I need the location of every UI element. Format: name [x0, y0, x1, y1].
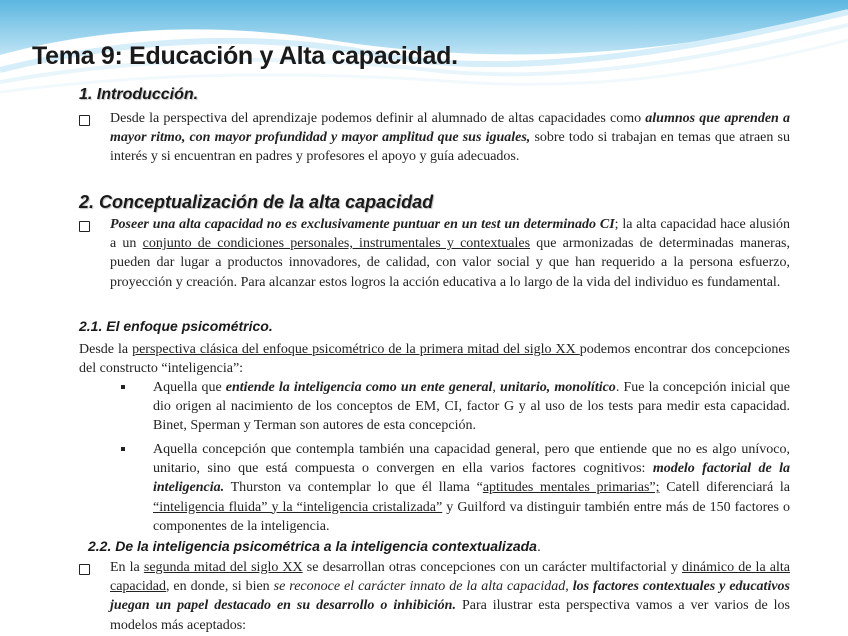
section-heading-conceptualizacion: 2. Conceptualización de la alta capacidad: [79, 192, 434, 212]
list-bullet-icon: [121, 385, 125, 389]
subsection-heading-enfoque: 2.1. El enfoque psicométrico.: [79, 318, 273, 334]
list-bullet-icon: [121, 447, 125, 451]
checkbox-bullet-icon: [79, 115, 90, 126]
subsection-heading-inteligencia-contextualizada: 2.2. De la inteligencia psicométrica a la inteligencia contextualizada.: [88, 538, 541, 554]
enfoque-paragraph: Desde la perspectiva clásica del enfoque psicométrico de la primera mitad del siglo XX podemos encontrar dos concepciones del constructo “inteligencia”:: [79, 342, 790, 377]
conceptualizacion-paragraph: Poseer una alta capacidad no es exclusivamente puntuar en un test un determinado CI; la alta capacidad hace alusión a un conjunto de condiciones personales, instrumentales y contextuales que armonizadas de determinadas maneras, pueden dar lugar a productos innovadores, de calidad, con valor social y que han requerido a la persona esfuerzo, proyección y creación. Para alcanzar estos logros la acción educativa a lo largo de la vida del individuo es fundamental.: [110, 217, 791, 290]
list-item-modelo-factorial: Aquella concepción que contempla también una capacidad general, pero que entiende que no es algo unívoco, unitario, sino que está compuesta o convergen en ella varios factores cognitivos: modelo factorial de la inteligencia. Thurston va contemplar lo que él llama “aptitudes mentales primarias”; Catell diferenciará la “inteligencia fluida” y la “inteligencia cristalizada” y Guilford va distinguir también entre más de 150 factores o componentes de la inteligencia.: [153, 442, 790, 534]
checkbox-bullet-icon: [79, 564, 90, 575]
page-title: Tema 9: Educación y Alta capacidad.: [32, 42, 458, 70]
checkbox-bullet-icon: [79, 221, 90, 232]
section-heading-introduccion: 1. Introducción.: [79, 86, 199, 103]
contextualizada-paragraph: En la segunda mitad del siglo XX se desarrollan otras concepciones con un carácter multifactorial y dinámico de la alta capacidad, en donde, si bien se reconoce el carácter innato de la alta capacidad, los factores contextuales y educativos juegan un papel destacado en su desarrollo o inhibición. Para ilustrar esta perspectiva vamos a ver varios de los modelos más aceptados:: [110, 560, 791, 633]
intro-paragraph: Desde la perspectiva del aprendizaje podemos definir al alumnado de altas capacidades como alumnos que aprenden a mayor ritmo, con mayor profundidad y mayor amplitud que sus iguales, sobre todo si trabajan en temas que atraen su interés y si encuentran en padres y profesores el apoyo y guía adecuados.: [110, 111, 791, 165]
list-item-inteligencia-general: Aquella que entiende la inteligencia como un ente general, unitario, monolítico. Fue la concepción inicial que dio origen al nacimiento de los conceptos de EM, CI, factor G y al uso de los tests para medir esta capacidad. Binet, Sperman y Terman son autores de esta concepción.: [153, 380, 790, 434]
